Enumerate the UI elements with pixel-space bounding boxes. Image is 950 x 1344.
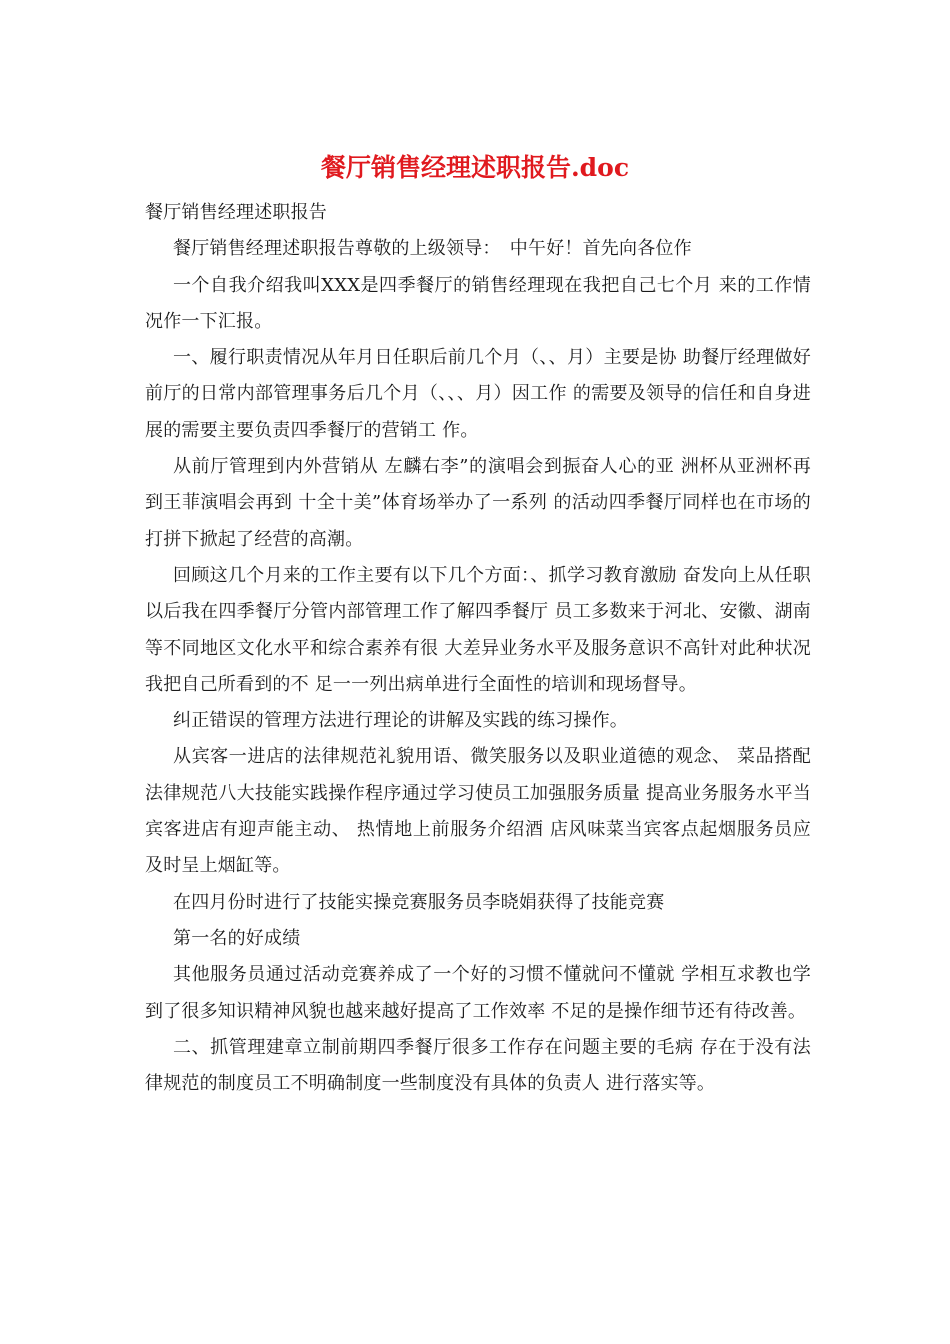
paragraph: 二、抓管理建章立制前期四季餐厅很多工作存在问题主要的毛病 存在于没有法律规范的制度员工不明确制度一些制度没有具体的负责人 进行落实等。	[145, 1036, 811, 1095]
paragraph-subtitle: 餐厅销售经理述职报告	[145, 202, 327, 223]
paragraph: 从宾客一进店的法律规范礼貌用语、微笑服务以及职业道德的观念、 菜品搭配法律规范八大技能实践操作程序通过学习使员工加强服务质量 提高业务服务水平当宾客进店有迎声能主动、 热情地上前服务介绍酒 店风味菜当宾客点起烟服务员应及时呈上烟缸等。	[145, 746, 811, 877]
paragraph: 一个自我介绍我叫XXX是四季餐厅的销售经理现在我把自己七个月 来的工作情况作一下汇报。	[145, 274, 811, 332]
paragraph: 从前厅管理到内外营销从 左麟右李”的演唱会到振奋人心的亚 洲杯从亚洲杯再到王菲演唱会再到 十全十美”体育场举办了一系列 的活动四季餐厅同样也在市场的打拼下掀起了经营的高潮。	[145, 456, 811, 550]
paragraph: 一、履行职责情况从年月日任职后前几个月（、、月）主要是协 助餐厅经理做好前厅的日常内部管理事务后几个月（、、、月）因工作 的需要及领导的信任和自身进展的需要主要负责四季餐厅的营销工 作。	[145, 347, 811, 441]
paragraph: 纠正错误的管理方法进行理论的讲解及实践的练习操作。	[173, 710, 628, 732]
document-body	[145, 195, 811, 1102]
paragraph: 在四月份时进行了技能实操竞赛服务员李晓娟获得了技能竞赛	[173, 891, 665, 913]
document-title: 餐厅销售经理述职报告.doc	[320, 153, 630, 182]
paragraph: 第一名的好成绩	[173, 927, 301, 949]
paragraph: 其他服务员通过活动竞赛养成了一个好的习惯不懂就问不懂就 学相互求教也学到了很多知识精神风貌也越来越好提高了工作效率 不足的是操作细节还有待改善。	[145, 964, 811, 1022]
paragraph: 餐厅销售经理述职报告尊敬的上级领导： 中午好！首先向各位作	[173, 238, 692, 260]
paragraph: 回顾这几个月来的工作主要有以下几个方面：、抓学习教育激励 奋发向上从任职以后我在四季餐厅分管内部管理工作了解四季餐厅 员工多数来于河北、安徽、湖南等不同地区文化水平和综合素养有很 大差异业务水平及服务意识不高针对此种状况我把自己所看到的不 足一一列出病单进行全面性的培训和现场督导。	[145, 564, 811, 695]
